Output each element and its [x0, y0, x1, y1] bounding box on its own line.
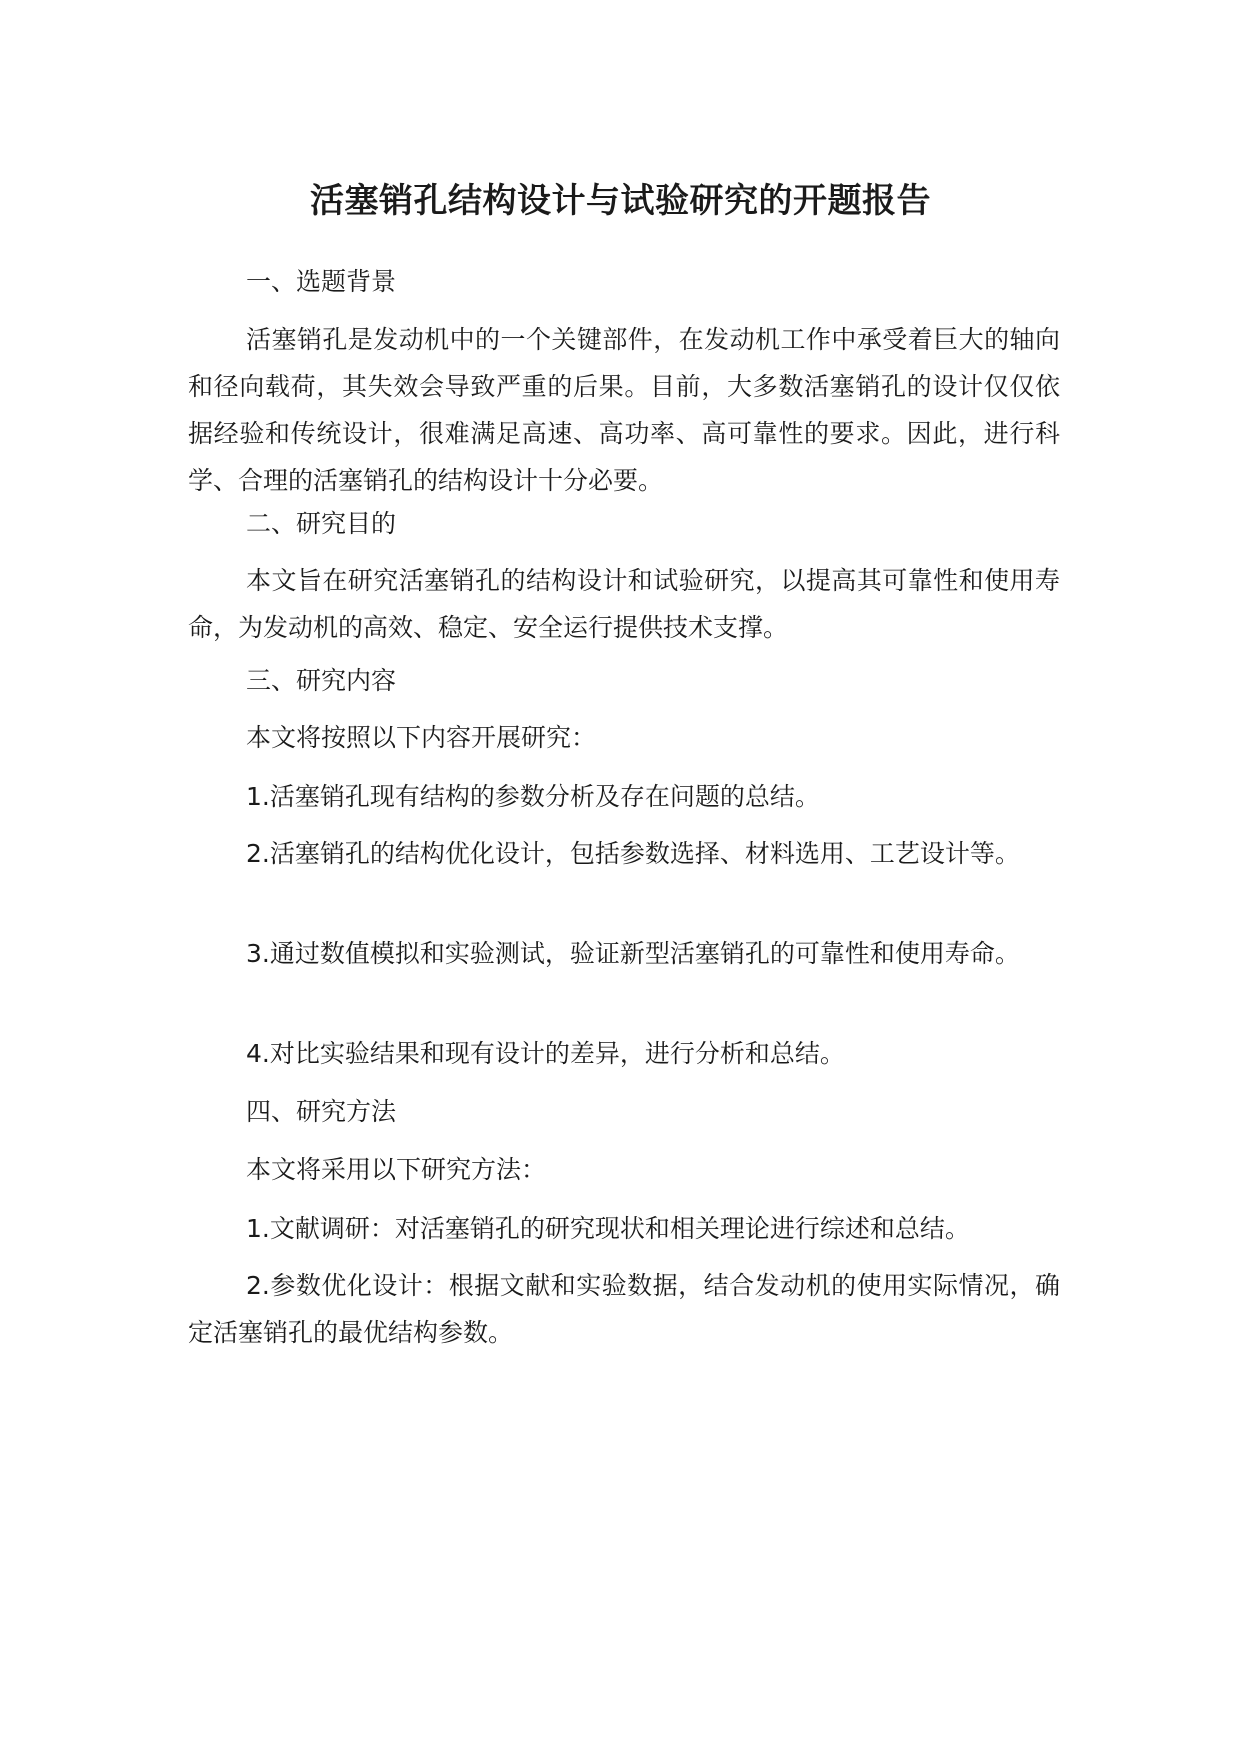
- heading-purpose: 二、研究目的: [246, 509, 397, 538]
- paragraph-purpose: 本文旨在研究活塞销孔的结构设计和试验研究，以提高其可靠性和使用寿命，为发动机的高效、稳定、安全运行提供技术支撑。: [188, 566, 1060, 642]
- heading-method: 四、研究方法: [246, 1097, 397, 1126]
- content-item-3: 3.通过数值模拟和实验测试，验证新型活塞销孔的可靠性和使用寿命。: [246, 939, 1020, 968]
- method-item-1: 1.文献调研：对活塞销孔的研究现状和相关理论进行综述和总结。: [246, 1214, 970, 1243]
- paragraph-content-intro: 本文将按照以下内容开展研究：: [246, 723, 597, 752]
- content-item-2: 2.活塞销孔的结构优化设计，包括参数选择、材料选用、工艺设计等。: [246, 839, 1020, 868]
- method-item-2: 2.参数优化设计：根据文献和实验数据，结合发动机的使用实际情况，确定活塞销孔的最优结构参数。: [188, 1271, 1060, 1347]
- heading-content: 三、研究内容: [246, 666, 397, 695]
- paragraph-method-intro: 本文将采用以下研究方法：: [246, 1155, 547, 1184]
- document-title: 活塞销孔结构设计与试验研究的开题报告: [310, 181, 931, 221]
- content-item-4: 4.对比实验结果和现有设计的差异，进行分析和总结。: [246, 1039, 845, 1068]
- paragraph-background: 活塞销孔是发动机中的一个关键部件，在发动机工作中承受着巨大的轴向和径向载荷，其失效会导致严重的后果。目前，大多数活塞销孔的设计仅仅依据经验和传统设计，很难满足高速、高功率、高可靠性的要求。因此，进行科学、合理的活塞销孔的结构设计十分必要。: [188, 325, 1060, 495]
- content-item-1: 1.活塞销孔现有结构的参数分析及存在问题的总结。: [246, 782, 820, 811]
- heading-background: 一、选题背景: [246, 267, 397, 296]
